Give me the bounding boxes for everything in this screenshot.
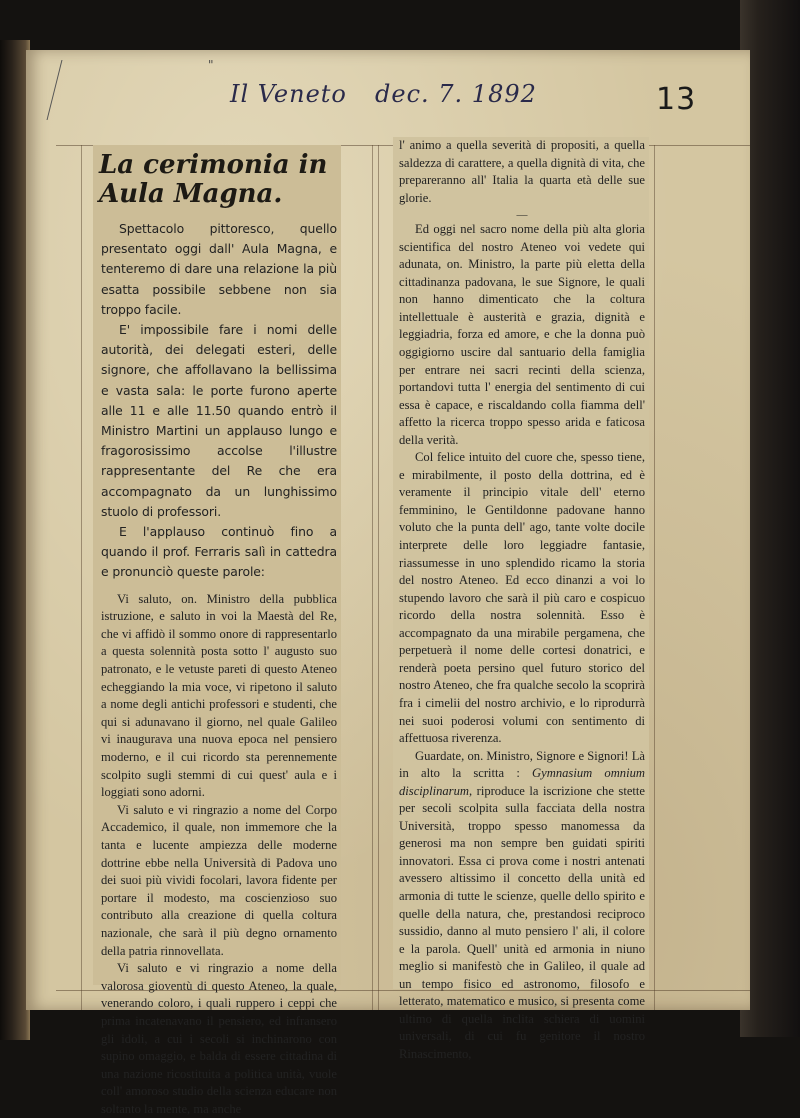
speech-paragraph — [399, 748, 645, 1064]
handwritten-date: dec. 7. 1892 — [375, 80, 537, 108]
section-separator: — — [516, 209, 528, 222]
intro-paragraph: Spettacolo pittoresco, quello presentato oggi dall' Aula Magna, e tenteremo di dare una relazione la più esatta possibile sebbene non sia troppo facile. — [101, 221, 337, 317]
page-number: 13 — [656, 82, 697, 117]
article-title: La cerimonia in Aula Magna. — [99, 150, 328, 209]
speech-paragraph: l' animo a quella severità di propositi, a quella saldezza di carattere, a quella dignità di vita, che prepareranno all' Italia la quarta età delle sue glorie. — [399, 138, 645, 205]
speech-paragraph: Vi saluto e vi ringrazio a nome della valorosa gioventù di questo Ateneo, la quale, venerando coloro, i quali ruppero i ceppi che prima incatenavano il pensiero, ed infransero gli idoli, a cui i secoli si inchinarono con supino omaggio, e balda di essere cittadina di una nazione ricostituita a politica unità, vuole coll' amoroso studio della scienza educare non soltanto la mente, ma anche — [101, 961, 337, 1116]
newspaper-clipping-right — [393, 137, 649, 1061]
page-margin-line — [378, 145, 379, 1010]
article-intro — [93, 219, 341, 583]
page-margin-line — [81, 145, 82, 1010]
speech-paragraph: Col felice intuito del cuore che, spesso tiene, e mirabilmente, il posto della dottrina, ed è veramente il principio vitale dell' eterno femminino, le Gentildonne padovane hanno voluto che la punta dell' ago, tante volte docile interprete delle loro leggiadre fantasie, riassumesse in uno splendido ricamo la storia del nostro Ateneo. Ed ecco dinanzi a voi lo stupendo lavoro che sarà il più caro e cospicuo ricordo della nostra solennità. Esso è accompagnato da una mirabile pergamena, che perpetuerà il nome delle cortesi donatrici, e renderà poeta persino quel futuro storico del nostro Ateneo, che fra qualche secolo la scoprirà fra i cimelii del nostro archivio, e lo riprodurrà nei suoi poderosi volumi con sentimento di affettuosa riverenza. — [399, 450, 645, 746]
speech-text: Guardate, on. Ministro, Signore e Signori! Là in alto la scritta : — [399, 748, 645, 781]
speech-paragraph: Vi saluto, on. Ministro della pubblica istruzione, e saluto in voi la Maestà del Re, che vi affidò il sommo onore di rappresentarlo a questa solennità posta sotto l' augusto suo patronato, e le vetuste pareti di questo Ateneo echeggiando la mia voce, vi ripetono il saluto a nome degli antichi professori e studenti, che qui si adunavano il giorno, nel quale Galileo vi inaugurava una nuova epoca nel pensiero moderno, e il cui ricordo sta perennemente scolpito sugli stemmi di cui quest' aula e i loggiati sono adorni. — [101, 591, 337, 800]
latin-motto: Gymnasium omnium disciplinarum — [399, 766, 645, 798]
handwritten-newspaper-name: Il Veneto — [230, 80, 347, 108]
intro-paragraph: E' impossibile fare i nomi delle autorità, dei delegati esteri, delle signore, che affollavano la bellissima e vasta sala: le porte furono aperte alle 11 e alle 11.50 quando entrò il Ministro Martini un applauso lungo e fragorosissimo accolse l'illustre rappresentante del Re che era accompagnato da un lunghissimo stuolo di professori. — [101, 322, 337, 519]
speech-column-left — [93, 591, 341, 1118]
intro-paragraph: E l'applauso continuò fino a quando il prof. Ferraris salì in cattedra e pronunciò queste parole: — [101, 524, 337, 580]
newspaper-clipping-left — [93, 145, 341, 1116]
handwritten-annotation — [200, 70, 560, 110]
speech-column-right — [393, 137, 649, 1063]
handwritten-quote-marks: " — [208, 58, 214, 72]
speech-paragraph: Vi saluto e vi ringrazio a nome del Corpo Accademico, il quale, non immemore che la tanta e lucente ampiezza delle moderne dottrine ebbe nella Università di Padova uno dei suoi più vividi focolari, lavora fidente per portare il modesto, ma coscienzioso suo contributo alla creazione di quella coltura nazionale, che sarà il più degno ornamento della patria rinnovellata. — [101, 802, 337, 958]
speech-text: , riproduce la iscrizione che stette per secoli scolpita sulla facciata della nostra Università, troppo spesso manomessa da generosi ma non sempre ben guidati spiriti innovatori. Essa ci prova come i nostri antenati avessero altissimo il concetto della unità ed armonia di tutte le scienze, quelle dello spirito e quelle della natura, che, prestandosi reciproco sussidio, danno al muto pensiero l' ali, il colore e la parola. Quell' unità ed armonia in niuno meglio si manifestò che in Galileo, il quale ad un tempo fisico ed astronomo, filosofo e letterato, matematico e musico, si presenta come ultimo di quella inclita schiera di uomini universali, di cui fu genitore il nostro Rinascimento, — [399, 783, 645, 1061]
page-margin-line — [372, 145, 373, 1010]
speech-paragraph: Ed oggi nel sacro nome della più alta gloria scientifica del nostro Ateneo voi vedete qui adunata, on. Ministro, la parte più eletta della cittadinanza padovana, le sue Signore, le quali non hanno dimenticato che la coltura intellettuale è austerità e grazia, dignità e leggiadria, forza ed amore, e che la donna può oggigiorno uscire dal santuario della famiglia per entrare nei sacri recinti della scienza, portandovi tutta l' energia del sentimento di cui essa è capace, e riscaldando colla fiamma dell' affetto la ricerca troppo spesso arida e faticosa della verità. — [399, 222, 645, 447]
page-margin-line — [654, 145, 655, 1010]
